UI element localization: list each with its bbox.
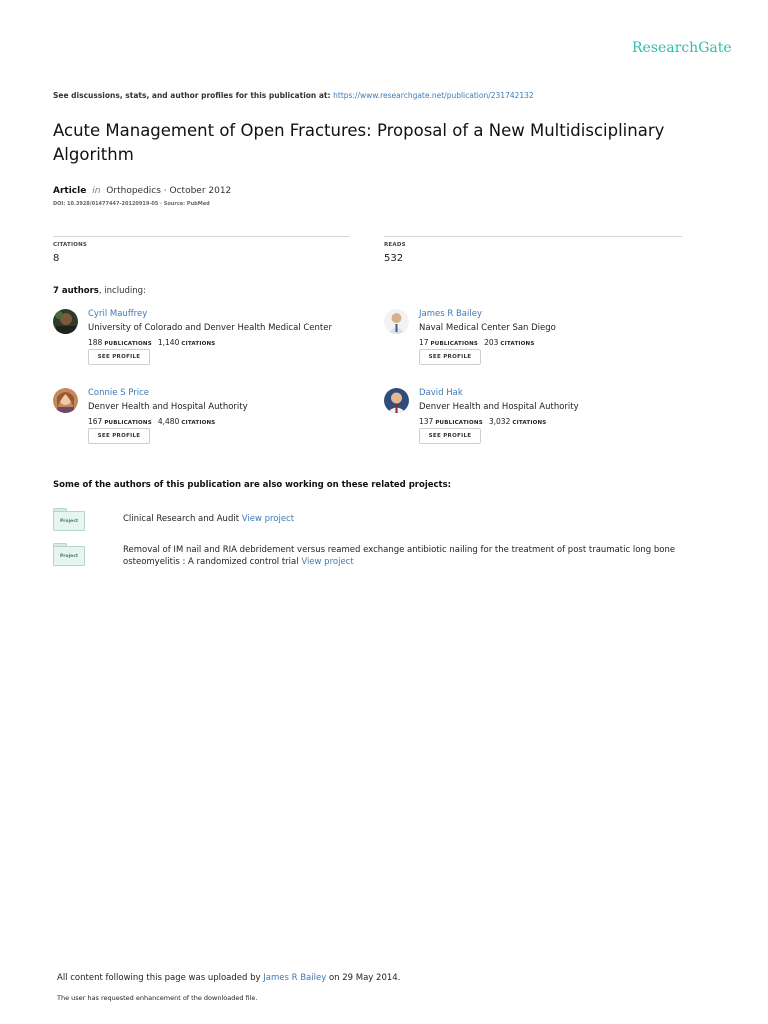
authors-count: 7 authors [53, 286, 99, 296]
avatar[interactable] [384, 388, 409, 413]
citations-divider [53, 236, 350, 237]
citations-count: 203 [484, 338, 499, 347]
enhancement-note: The user has requested enhancement of the downloaded file. [57, 994, 258, 1002]
project-description [123, 513, 723, 525]
publication-meta [53, 186, 231, 196]
see-profile-button[interactable]: SEE PROFILE [419, 428, 481, 444]
publications-count: 137 [419, 417, 434, 426]
citations-count: 1,140 [157, 338, 180, 347]
author-name[interactable]: Connie S Price [88, 388, 150, 398]
project-description [123, 544, 723, 568]
upload-line [57, 973, 400, 983]
authors-heading [53, 286, 146, 296]
folder-icon [53, 508, 85, 530]
author-name[interactable]: David Hak [419, 388, 463, 398]
author-card-connie-s-price [53, 388, 363, 458]
citations-count: 3,032 [488, 417, 511, 426]
citations-label: CITATIONS [181, 341, 216, 347]
author-stats [88, 338, 221, 347]
discussion-line [53, 91, 534, 100]
related-projects-heading: Some of the authors of this publication are also working on these related projects: [53, 480, 452, 490]
upload-prefix: All content following this page was uploaded by [57, 973, 261, 983]
avatar[interactable] [53, 388, 78, 413]
project-title: Removal of IM nail and RIA debridement versus reamed exchange antibiotic nailing for the treatment of post traumatic long bone osteomyelitis : A randomized control trial [123, 545, 676, 567]
publication-url-link[interactable]: https://www.researchgate.net/publication/231742132 [333, 91, 534, 100]
discussion-prefix: See discussions, stats, and author profiles for this publication at: [53, 91, 331, 100]
folder-label: Project [53, 546, 85, 566]
author-card-cyril-mauffrey [53, 309, 363, 379]
reads-divider [384, 236, 682, 237]
project-item [53, 543, 733, 569]
author-stats [419, 417, 552, 426]
author-name[interactable]: Cyril Mauffrey [88, 309, 148, 319]
author-institution: University of Colorado and Denver Health Medical Center [88, 323, 332, 333]
citations-label: CITATIONS [500, 341, 535, 347]
author-stats [88, 417, 221, 426]
citations-count: 4,480 [157, 417, 180, 426]
publication-title: Acute Management of Open Fractures: Proposal of a New Multidisciplinary Algorithm [53, 121, 665, 164]
avatar[interactable] [53, 309, 78, 334]
see-profile-button[interactable]: SEE PROFILE [88, 428, 150, 444]
author-card-james-r-bailey [384, 309, 694, 379]
author-name[interactable]: James R Bailey [419, 309, 482, 319]
citations-label: CITATIONS [53, 242, 88, 248]
citations-value: 8 [53, 253, 60, 264]
folder-icon [53, 543, 85, 565]
author-card-david-hak [384, 388, 694, 458]
avatar[interactable] [384, 309, 409, 334]
citations-label: CITATIONS [512, 420, 547, 426]
folder-label: Project [53, 511, 85, 531]
reads-label: READS [384, 242, 406, 248]
uploader-link[interactable]: James R Bailey [263, 973, 327, 983]
meta-in: in [92, 186, 101, 196]
project-title: Clinical Research and Audit [123, 514, 240, 524]
view-project-link[interactable]: View project [241, 514, 295, 524]
see-profile-button[interactable]: SEE PROFILE [419, 349, 481, 365]
publications-count: 17 [419, 338, 429, 347]
publications-label: PUBLICATIONS [104, 420, 152, 426]
authors-including: , including: [98, 286, 146, 296]
journal-date: Orthopedics · October 2012 [106, 186, 232, 196]
doi-line: DOI: 10.3928/01477447-20120919-05 · Source: PubMed [53, 201, 210, 207]
publications-label: PUBLICATIONS [430, 341, 479, 347]
project-item [53, 508, 733, 532]
publications-label: PUBLICATIONS [435, 420, 483, 426]
researchgate-logo[interactable]: ResearchGate [632, 40, 732, 56]
author-institution: Denver Health and Hospital Authority [419, 402, 579, 412]
author-institution: Denver Health and Hospital Authority [88, 402, 248, 412]
author-stats [419, 338, 541, 347]
publications-count: 188 [88, 338, 103, 347]
publications-count: 167 [88, 417, 103, 426]
publications-label: PUBLICATIONS [104, 341, 152, 347]
see-profile-button[interactable]: SEE PROFILE [88, 349, 150, 365]
author-institution: Naval Medical Center San Diego [419, 323, 556, 333]
publication-type: Article [53, 186, 87, 196]
view-project-link[interactable]: View project [301, 557, 354, 567]
citations-label: CITATIONS [181, 420, 216, 426]
upload-date: on 29 May 2014. [328, 973, 401, 983]
reads-value: 532 [384, 253, 404, 264]
